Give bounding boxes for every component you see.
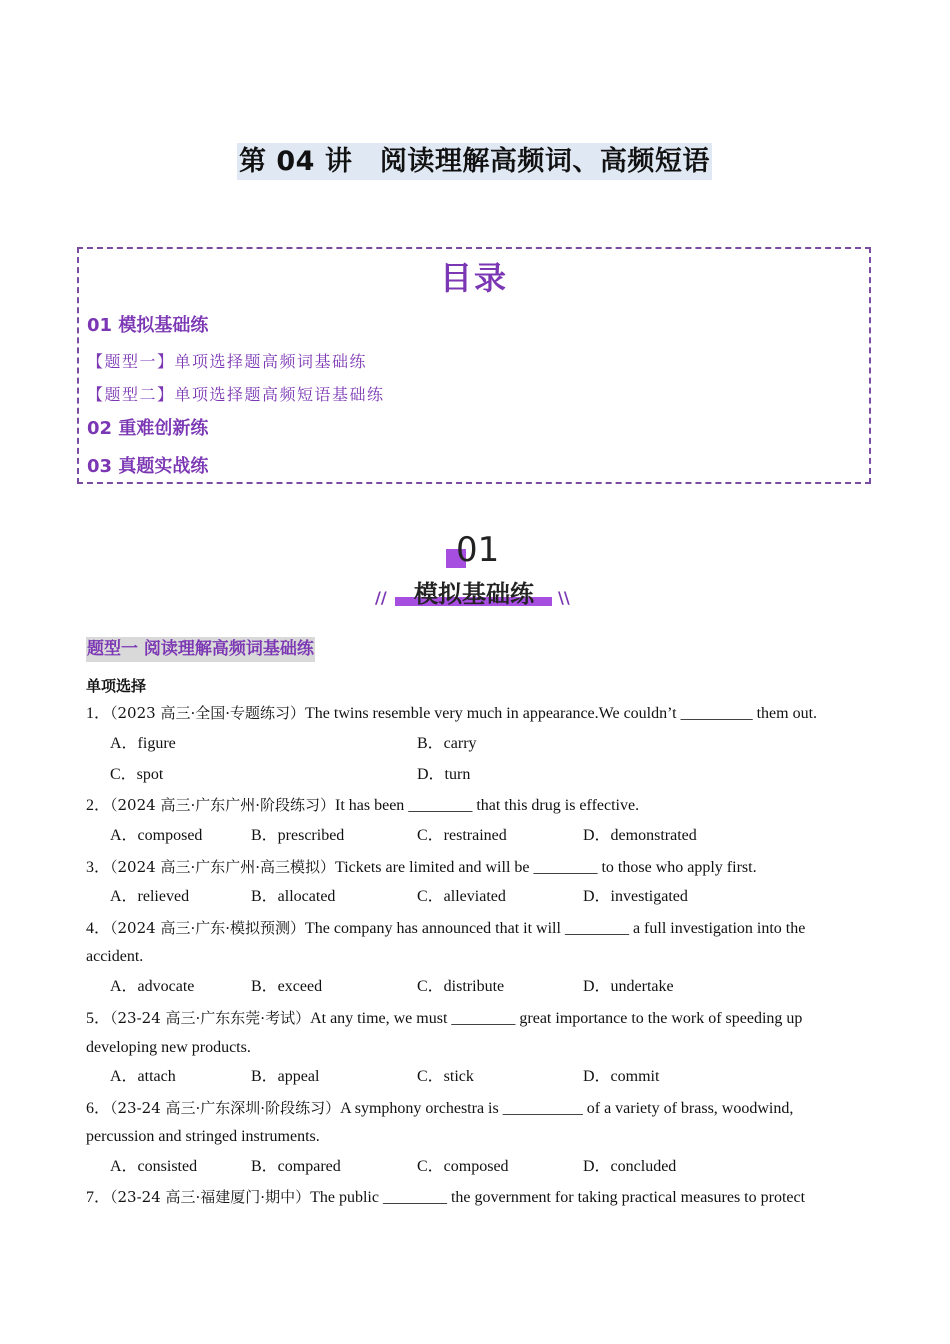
question-source: （2024 高三·广东广州·阶段练习） bbox=[110, 796, 335, 814]
option-c[interactable]: C．composed bbox=[417, 1158, 509, 1175]
question-text: that this drug is effective. bbox=[472, 797, 640, 814]
question-text: The twins resemble very much in appearance.We couldn’t bbox=[305, 705, 681, 722]
question-number: 6． bbox=[86, 1100, 111, 1117]
option-d[interactable]: D．demonstrated bbox=[583, 827, 697, 844]
question-6 bbox=[86, 1098, 793, 1119]
question-2 bbox=[86, 795, 639, 816]
toc-item-type-1[interactable]: 【题型一】单项选择题高频词基础练 bbox=[87, 352, 368, 371]
question-number: 1． bbox=[86, 705, 111, 722]
option-a[interactable]: A．advocate bbox=[110, 978, 195, 995]
option-c[interactable]: C．alleviated bbox=[417, 888, 506, 905]
answer-blank: __________ bbox=[502, 1100, 583, 1117]
option-d[interactable]: D．commit bbox=[583, 1068, 660, 1085]
option-b[interactable]: B．appeal bbox=[251, 1068, 320, 1085]
question-text: of a variety of brass, woodwind, bbox=[582, 1100, 794, 1117]
answer-blank: ________ bbox=[564, 920, 629, 937]
question-number: 4． bbox=[86, 920, 111, 937]
option-b[interactable]: B．compared bbox=[251, 1158, 341, 1175]
question-3 bbox=[86, 857, 757, 878]
option-d[interactable]: D．investigated bbox=[583, 888, 688, 905]
question-5 bbox=[86, 1008, 802, 1029]
question-text: great importance to the work of speeding up bbox=[515, 1010, 803, 1027]
answer-blank: ________ bbox=[408, 797, 473, 814]
toc-heading: 目录 bbox=[439, 259, 508, 297]
section-number: 01 bbox=[456, 530, 500, 570]
question-4 bbox=[86, 918, 805, 939]
question-1 bbox=[86, 703, 817, 724]
option-a[interactable]: A．composed bbox=[110, 827, 203, 844]
question-7 bbox=[86, 1187, 805, 1208]
question-text: a full investigation into the bbox=[628, 920, 806, 937]
question-source: （23-24 高三·广东东莞·考试） bbox=[110, 1009, 311, 1027]
answer-blank: _________ bbox=[680, 705, 753, 722]
question-type-heading: 单项选择 bbox=[86, 677, 147, 695]
question-text: the government for taking practical measures to protect bbox=[446, 1189, 806, 1206]
answer-blank: ________ bbox=[451, 1010, 516, 1027]
option-a[interactable]: A．attach bbox=[110, 1068, 176, 1085]
question-continuation: developing new products. bbox=[86, 1039, 251, 1056]
question-text: It has been bbox=[335, 797, 409, 814]
question-number: 7． bbox=[86, 1189, 111, 1206]
option-b[interactable]: B．exceed bbox=[251, 978, 323, 995]
question-source: （23-24 高三·广东深圳·阶段练习） bbox=[110, 1099, 341, 1117]
option-d[interactable]: D．turn bbox=[417, 766, 471, 783]
question-text: Tickets are limited and will be bbox=[335, 859, 534, 876]
page-title: 第 04 讲 阅读理解高频词、高频短语 bbox=[237, 143, 712, 180]
section-badge-title: 模拟基础练 bbox=[414, 580, 534, 608]
option-d[interactable]: D．undertake bbox=[583, 978, 674, 995]
option-c[interactable]: C．spot bbox=[110, 766, 164, 783]
toc-item-section-01[interactable]: 01 模拟基础练 bbox=[87, 315, 209, 336]
section-heading: 题型一 阅读理解高频词基础练 bbox=[86, 637, 315, 662]
toc-item-type-2[interactable]: 【题型二】单项选择题高频短语基础练 bbox=[87, 385, 385, 404]
question-number: 2． bbox=[86, 797, 111, 814]
option-c[interactable]: C．distribute bbox=[417, 978, 505, 995]
toc-item-section-03[interactable]: 03 真题实战练 bbox=[87, 456, 209, 477]
question-source: （2024 高三·广东广州·高三模拟） bbox=[110, 858, 335, 876]
option-a[interactable]: A．figure bbox=[110, 735, 176, 752]
option-a[interactable]: A．relieved bbox=[110, 888, 190, 905]
question-text: At any time, we must bbox=[310, 1010, 452, 1027]
option-b[interactable]: B．allocated bbox=[251, 888, 336, 905]
question-text: A symphony orchestra is bbox=[340, 1100, 503, 1117]
question-continuation: accident. bbox=[86, 948, 144, 965]
question-source: （2023 高三·全国·专题练习） bbox=[110, 704, 305, 722]
question-text: The company has announced that it will bbox=[305, 920, 565, 937]
left-slash-decoration: // bbox=[375, 588, 387, 607]
question-number: 5． bbox=[86, 1010, 111, 1027]
right-slash-decoration: \\ bbox=[558, 588, 570, 607]
question-text: The public bbox=[310, 1189, 383, 1206]
answer-blank: ________ bbox=[382, 1189, 447, 1206]
question-source: （23-24 高三·福建厦门·期中） bbox=[110, 1188, 311, 1206]
option-c[interactable]: C．restrained bbox=[417, 827, 507, 844]
question-source: （2024 高三·广东·模拟预测） bbox=[110, 919, 305, 937]
option-a[interactable]: A．consisted bbox=[110, 1158, 198, 1175]
option-d[interactable]: D．concluded bbox=[583, 1158, 677, 1175]
toc-item-section-02[interactable]: 02 重难创新练 bbox=[87, 418, 209, 439]
question-text: to those who apply first. bbox=[597, 859, 757, 876]
option-b[interactable]: B．carry bbox=[417, 735, 477, 752]
question-number: 3． bbox=[86, 859, 111, 876]
option-c[interactable]: C．stick bbox=[417, 1068, 474, 1085]
question-continuation: percussion and stringed instruments. bbox=[86, 1128, 320, 1145]
answer-blank: ________ bbox=[533, 859, 598, 876]
question-text: them out. bbox=[752, 705, 818, 722]
table-of-contents bbox=[77, 247, 871, 484]
option-b[interactable]: B．prescribed bbox=[251, 827, 345, 844]
